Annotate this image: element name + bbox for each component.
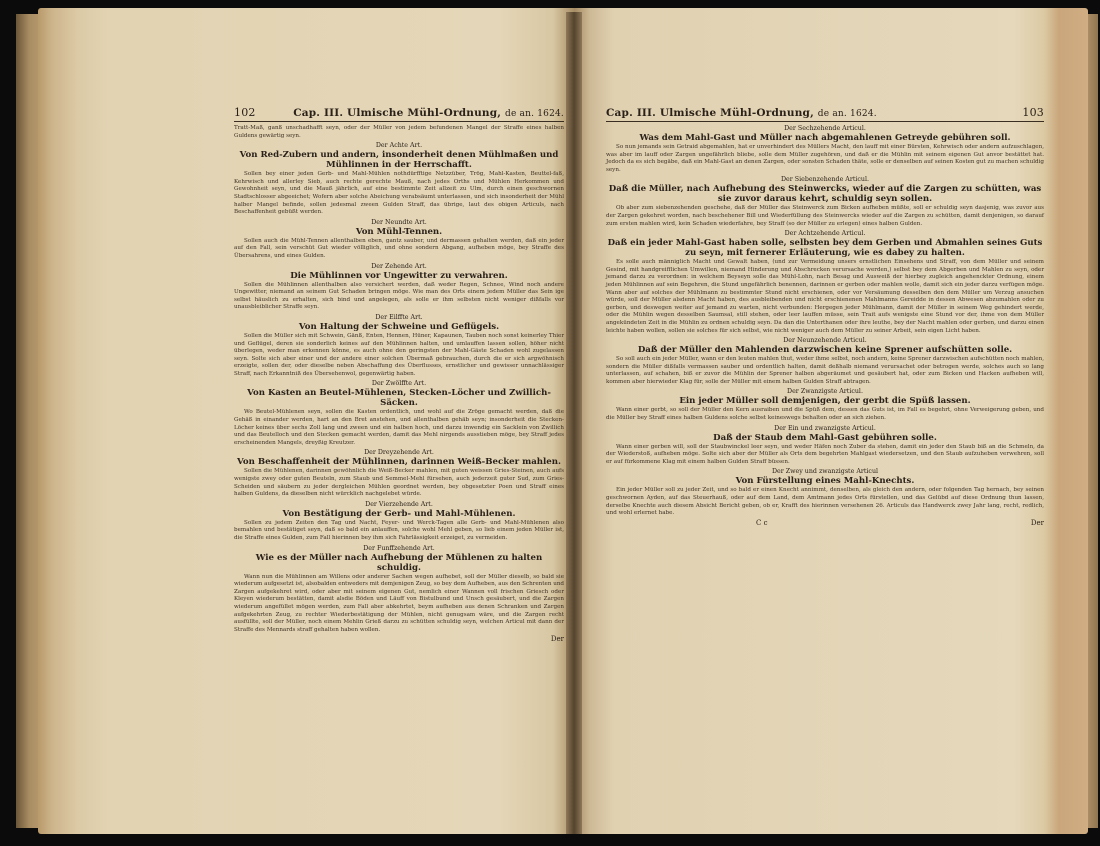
article-heading: Von Beschaffenheit der Mühlinnen, darinnen Weiß-Becker mahlen.: [236, 457, 562, 468]
article-heading: Daß ein jeder Mahl-Gast haben solle, selbsten bey dem Gerben und Abmahlen seines Guts zu seyn, mit fernerer Erläuterung, wie es dabey zu halten.: [607, 238, 1043, 259]
article-paragraph: Tratt-Maß, ganß unschadhafft seyn, oder der Müller von jedem befundenen Mangel der Straffe eines halben Guldens gewärtig seyn.: [234, 125, 564, 139]
article-paragraph: Sollen auch die Mühl-Tennen allenthalben eben, gantz sauber, und dermassen gehalten werden, daß ein jeder auf den Fall, sein verschüt Gut wieder völliglich, und ohne sondern Abgang, aufheben möge, bey Straffe des Übersahrens, und eines Gulden.: [234, 237, 564, 259]
article-heading: Daß der Müller den Mahlenden darzwischen keine Sprener aufschütten solle.: [637, 345, 1013, 356]
article-paragraph: Sollen die Mühlenen, darinnen gewöhnlich die Weiß-Becker mahlen, mit guten weissen Gries-Steinen, auch aufs wenigste zwey oder guten Beuteln, zum Staub und Semmel-Mehl fürsehen, auch jederzeit guter Sud, zum Gries-Scheiden und säubern zu jeder dergleichen Mühlen geordnet werden, bey obgesetzter Poen und Straff eines halben Guldens, da dieselben nicht würcklich nachgelebet würde.: [234, 468, 564, 498]
article-heading: Von Bestätigung der Gerb- und Mahl-Mühlenen.: [282, 508, 516, 519]
article-heading: Die Mühlinnen vor Ungewitter zu verwahren.: [290, 270, 508, 281]
article-number: Der Ein und zwanzigste Articul.: [774, 424, 876, 432]
left-page-number: 102: [234, 106, 256, 119]
article-number: Der Zwanzigste Articul.: [787, 388, 863, 396]
article-heading: Daß die Müller, nach Aufhebung des Steinwercks, wieder auf die Zargen zu schütten, was sie zuvor daraus kehrt, schuldig seyn sollen.: [608, 184, 1042, 205]
left-running-head: [293, 107, 564, 119]
article-paragraph: So nun jemands sein Getraid abgemahlen, hat er unverhindert des Müllers Macht, den lauff mit einer Bürsten, Kehrwisch oder andern aufzuschlagen, was aber im lauff oder Zargen ungefährlich bliebe, solle dem Müller zugehören, und daß er die Mühlin mit seinem eigenen Gut anvor bestättet hat. Jedoch da es sich begäbe, daß ein Mahl-Gast an denen Zargen, oder sonsten Schaden thäte, solle er denselben auf seinen Kosten gut zu machen schuldig seyn.: [606, 144, 1044, 173]
left-page: [38, 8, 574, 834]
article-number: Der Dreyzehende Art.: [364, 449, 434, 457]
article-number: Der Sechzehende Articul.: [784, 125, 866, 132]
book-spread: [8, 4, 1094, 840]
right-text-blocks: [606, 125, 1044, 518]
right-running-head-year: de an. 1624.: [817, 109, 877, 119]
article-heading: Von Mühl-Tennen.: [355, 226, 443, 237]
right-page-footer: [606, 519, 1044, 527]
article-number: Der Zwey und zwanzigste Articul: [771, 468, 879, 476]
right-page-header: [606, 106, 1044, 122]
article-heading: Was dem Mahl-Gast und Müller nach abgemahlenen Getreyde gebühren soll.: [639, 133, 1011, 143]
article-paragraph: Sollen die Müller sich mit Schwein, Gänß, Enten, Hennen, Hüner, Kapaunen, Tauben noch sonst keinerley Thier und Geflügel, deren sie sonderlich keines auf den Mühlinnen halten, und umlauffen lassen sollen, höher nicht überlegen, weder man erkennen könne, es auch ohne den geringsten der Mahl-Gäste Schaden wohl zugelassen seyn. Solte sich aber einer und der andere einer solchen Übermaß gebrauchen, durch die er sich argwöhnisch erzeigte, sollen der, oder dieselbe neben Abschaffung des Überflusses, ernstlicher und gewisser unnachlässiger Straff, nach Erkanntniß des Übersehenwol, gegenwärtig haben.: [234, 332, 564, 377]
article-heading: Ein jeder Müller soll demjenigen, der gerbt die Spüß lassen.: [679, 396, 971, 407]
book-gutter: [566, 12, 582, 834]
article-number: Der Zehende Art.: [371, 262, 427, 270]
left-page-header: [234, 106, 564, 122]
article-number: Der Zwölffte Art.: [371, 380, 427, 388]
article-number: Der Neundte Art.: [371, 218, 427, 226]
article-number: Der Funffzehende Art.: [363, 544, 435, 552]
article-paragraph: Wann einer gerbt, so soll der Müller den Kern ausraiben und die Spüß dem, dessen das Guts ist, im Fall es begehrt, ohne Verweigerung geben, und die Müller bey Straff eines halben Guldens solche selbst keineswegs behalten oder an sich ziehen.: [606, 407, 1044, 422]
article-paragraph: Wo Beutel-Mühlenen seyn, sollen die Kasten ordentlich, und wohl auf die Zröge gemacht werden, daß die Gehäß in einander werden, hart an den Bret anstehen, und allenthalben gehäb seyn; insonderheit die Stecken-Löcher keines über sechs Zoll lang und zween und ein halben hoch, und darzu inwendig ein Sacklein von Zwillich und das Beutelloch und den Stecken gemacht werden, damit das Mehl nirgends ausstieben möge, bey Straff jedes erscheinenden Mangels, dreyßig Kreutzer.: [234, 409, 564, 446]
left-catchword: Der: [550, 635, 564, 644]
article-paragraph: Sollen zu jedem Zeiten den Tag und Nacht, Feyer- und Werck-Tagen alle Gerb- und Mahl-Mühlenen also bemahlen und bestätiget seyn, daß so bald ein anlauffen, solche wohl Mehl geben, so lieb einem jeden Müller ist, die Straffe eines Gulden, zum Fall hierinnen bey ihm sich Fahrlässigkeit erzeiget, zu vermeiden.: [234, 519, 564, 541]
article-paragraph: Ein jeder Müller soll zu jeder Zeit, und so bald er einen Knecht annimmt, denselben, als gleich den andern, oder folgenden Tag hernach, bey seinen geschwornen Ayden, auf das Steuerhauß, oder auf dem Land, dem Amtmann jedes Orts fürstellen, und das Gelübd auf diese Ordnung thun lassen, derselbe Knechte auch diesem Absicht Bericht geben, ob er, Krafft des hierinnen versehenen 26. Articuls das Handwerck zwey Jahr lang, recht, redlich, und wohl erlernet habe.: [606, 487, 1044, 517]
right-page-number: 103: [1022, 106, 1044, 119]
right-page: [574, 8, 1088, 834]
right-running-head-title: Cap. III. Ulmische Mühl-Ordnung,: [606, 107, 814, 119]
article-paragraph: Sollen die Mühlinnen allenthalben also versichert werden, daß weder Regen, Schnee, Wind noch andere Ungewitter, niemand an seinem Gut Schaden bringen möge. Wie man des Orts einem jedem Müller das Sein ige selbst häuslich zu erhalten, sich bind und angelegen, als solle er ihm selbsten nicht weniger dißfalls vor unausbleiblicher Straffe seyn.: [234, 281, 564, 311]
right-running-head: [606, 107, 877, 119]
left-running-head-year: de an. 1624.: [505, 109, 564, 119]
article-number: Der Eilffte Art.: [375, 313, 423, 321]
article-paragraph: So soll auch ein jeder Müller, wann er den leuten mahlen thut, weder ihme selbst, noch andern, keine Sprener darzwischen aufschütten noch mahlen, sondern die Müller dißfalls vermassen sauber und ordentlich halten, damit deßhalb niemand verursachet oder betrogen werde, solches auch so lang unterlassen, auf schahen, biß er zuvor die Mühlin der Sprener halben abgeräumet und gesäubert hat, oder zum Bicken und Hacken aufheben will, kommen aber hierwieder Klag für, solle der Müller mit einem halben Gulden Straff abtragen.: [606, 356, 1044, 385]
left-text-blocks: [234, 125, 564, 634]
article-heading: Von Fürstellung eines Mahl-Knechts.: [735, 476, 915, 487]
article-number: Der Siebenzehende Articul.: [781, 176, 869, 184]
right-catchword: Der: [1030, 518, 1044, 527]
article-heading: Von Haltung der Schweine und Geflügels.: [298, 321, 500, 332]
article-paragraph: Wann nun die Mühlinnen am Willens oder anderer Sachen wegen aufhebet, soll der Müller dieselb, so bald sie wiederum aufgesetzt ist, alsobalden entweders mit demjenigen Zeug, so bey dem Aufheben, aus den Schrenten und Zargen aufgekehret wird, oder aber mit seinem eigenen Gut, nemlich einer Wannen voll frischen Griesch oder Kleyen wiederum bestätten, damit alsdie Böden und Läuff von Bistulbund und Unsch gesäubert, und die Zargen wiederum angefüllet mögen werden, zum Fall aber abkehrtet, beym aufheben aus denen Schranken und Zargen aufgekehrten Zeug, zu rechter Wiederbestätigung der Mühlen, nicht genugsam wäre, und die Zargen recht ausfüllte, soll der Müller, noch einem Mehlin Grieß darzu zu schütten schuldig seyn, welchen Articul mit dann der Straffe des Mennards straff gehalten haben wollen.: [234, 573, 564, 633]
article-number: Der Achte Art.: [375, 142, 423, 150]
article-paragraph: Ob aber zum siebenzehenden geschehe, daß der Müller das Steinwerck zum Bicken aufheben müßte, soll er schuldig seyn dasjenig, was zuvor aus der Zargen gekehret worden, nach beschehener Bill und Wiederfüllung des Steinwercks wieder auf die Zargen zu schütten, damit denjenigen, so darauf zum ersten mahlen wird, kein Schaden wiederfahre, bey Straff (so der Müller zu erlegen) eines halben Gulden.: [606, 205, 1044, 227]
signature-mark: C c: [756, 518, 768, 527]
article-number: Der Achtzehende Articul.: [784, 230, 866, 238]
article-paragraph: Wann einer gerben will, soll der Staubwinckel leer seyn, und weder Häfen noch Zuber da stehen, damit ein jeder den Staub biß an die Schmeln, da der Wiederstoß, aufheben möge. Solte sich aber der Müller als Orts dem begehrten Mahlgast wiedersetzen, und den Staub aufzuheben verwehren, soll er auf fürkommene Klag mit einem halben Gulden Straff büssen.: [606, 443, 1044, 465]
article-number: Der Neunzehende Articul.: [783, 337, 867, 345]
article-heading: Von Red-Zubern und andern, insonderheit denen Mühlmaßen und Mühlinnen in der Herrschafft.: [239, 150, 559, 171]
article-heading: Daß der Staub dem Mahl-Gast gebühren solle.: [713, 432, 937, 443]
article-paragraph: Es solle auch männiglich Macht und Gewalt haben, (und zur Vermeidung unsers ernstlichen Einsehens und Straff, von dem Müller und seinem Gesind, mit handgreifflichen Umwillen, niemand Hinderung und Abschrecken verursache werden,) selbst bey dem Abgerben und Mahlen zu seyn, oder jemand darzu zu verordnen: in welchem Beyseyn solle das Mühl-Lohn, nach Besag und Ausweiß der hierbey zugleich angehenckter Ordnung, einem jeden Mühlinnen auf sein Begehren, die Stund ungefährlich benennen, darinnen er gerben oder mahlen wolle, damit sich ein jeder darzu verfügen möge. Wann aber auf solches der Mühlmann zu bestimmter Stund nicht erschienen, oder vor Versäumung desselben den dem Müller um Verzug ansuchen würde, soll der Müller alsdenn Macht haben, des ausbleibenden und nicht erschienenen Mahlmanns Gereidde in dessen Abwesen abzumahlen oder zu gerben, und deswegen weiter auf jemand zu warten, nicht verbunden: Hergegen jeder Mühlmann, damit der Müller in seinem Weg gehindert werde, oder die Mühlin wegen desselben Saumsal, still stehen, oder leer lauffen müsse, sein Trait aufs wenigste eine Stund vor der, ihme von dem Müller angekündeten Zeit in die Mühlin zu ordnen schuldig seyn. Da dan die Unterthanen oder ihre leuthe, bey der Nacht mahlen oder gerben, und darzu einen leichte haben wollen, sollen sie solches für sich selbst, wie nicht weniger auch dem Müller zu seiner Arbeit, sein eigen Licht haben.: [606, 259, 1044, 334]
left-running-head-title: Cap. III. Ulmische Mühl-Ordnung,: [293, 107, 502, 119]
article-number: Der Vierzehende Art.: [365, 500, 433, 508]
left-page-content: [234, 106, 564, 643]
right-page-content: [606, 106, 1044, 527]
article-paragraph: Sollen bey einer jeden Gerb- und Mahl-Mühlen nothdürfftige Netzzüber, Trög, Mahl-Kasten, Beuttel-faß, Kehrwisch und allerley Sieb, auch rechte gerechte Mauß, nach jedes Orths und Mühlen Herkommen und Gewohnheit seyn, und die Mauß jährlich, auf eine bestimmte Zeit allzeit zu Ulm, durch einen geschwornen Stadtschlosser abgeeichet; Wofern aber solche Abeichung verabsäumt unterlassen, und sich insonderheit der Mühl halber Mangel befinde, sollen jedesmal zween Gulden Straff, das übrige, laut des obigen Articuls, nach Beschaffenheit gebüßt werden.: [234, 171, 564, 216]
article-heading: Von Kasten an Beutel-Mühlenen, Stecken-Löcher und Zwillich-Säcken.: [247, 388, 551, 409]
article-heading: Wie es der Müller nach Aufhebung der Mühlenen zu halten schuldig.: [255, 552, 543, 573]
